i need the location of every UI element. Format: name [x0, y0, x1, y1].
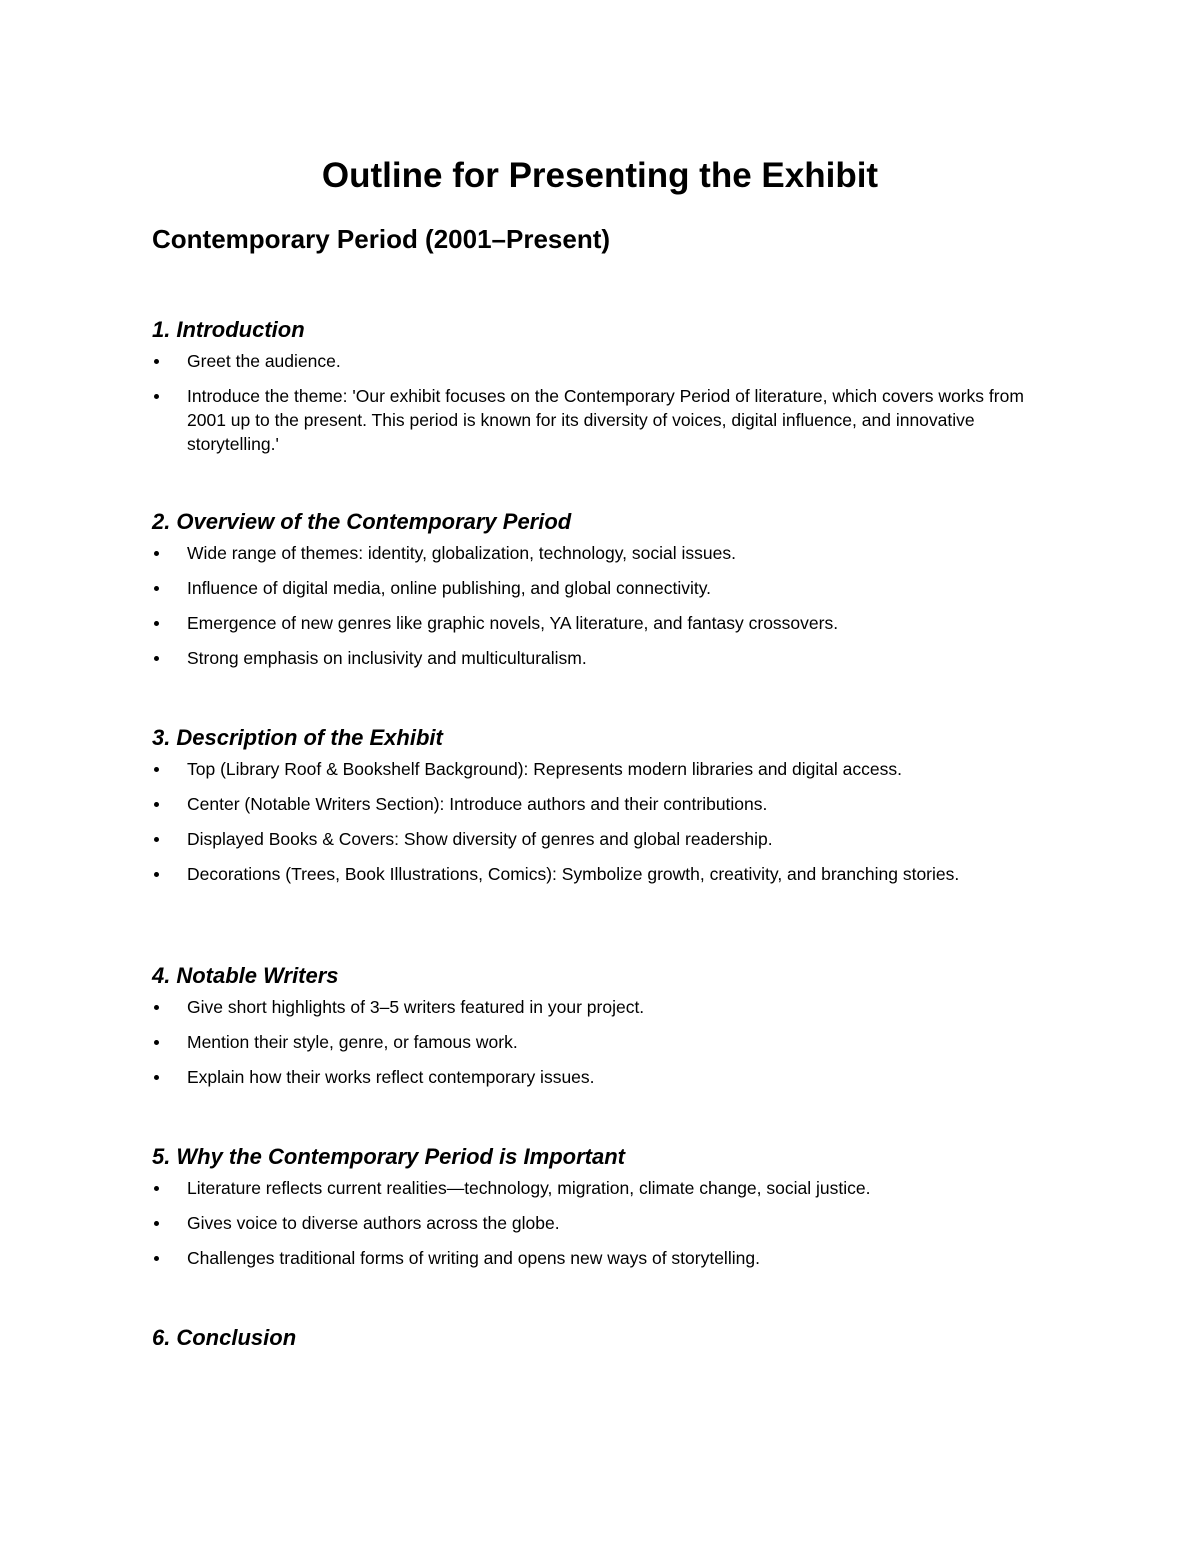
- list-item: [152, 1246, 1057, 1270]
- list-item: [152, 757, 1057, 781]
- list-item: [152, 827, 1057, 851]
- list-item: [152, 995, 1057, 1019]
- list-item: [152, 349, 1057, 373]
- bullet-icon: [154, 551, 159, 556]
- bullet-list: [152, 757, 1052, 886]
- section-heading: [152, 1142, 1052, 1172]
- list-item-text: Influence of digital media, online publishing, and global connectivity.: [187, 578, 712, 598]
- list-item: [152, 576, 1057, 600]
- list-item: [152, 611, 1057, 635]
- bullet-icon: [154, 394, 159, 399]
- list-item-text: Give short highlights of 3–5 writers featured in your project.: [187, 997, 645, 1017]
- list-item: [152, 646, 1057, 670]
- section-heading: [152, 507, 1052, 537]
- bullet-list: [152, 1176, 1052, 1270]
- list-item: [152, 1030, 1057, 1054]
- section-heading: [152, 723, 1052, 753]
- section-heading: [152, 961, 1052, 991]
- bullet-icon: [154, 872, 159, 877]
- list-item-text: Explain how their works reflect contemporary issues.: [187, 1067, 595, 1087]
- list-item: [152, 541, 1057, 565]
- list-item-text: Literature reflects current realities—technology, migration, climate change, social justice.: [187, 1178, 871, 1198]
- bullet-icon: [154, 1221, 159, 1226]
- section-number: 5.: [152, 1144, 171, 1169]
- bullet-icon: [154, 1256, 159, 1261]
- section-title: Introduction: [176, 317, 305, 342]
- section-number: 6.: [152, 1325, 171, 1350]
- section-introduction: [152, 315, 1052, 467]
- section-number: 2.: [152, 509, 171, 534]
- bullet-icon: [154, 1075, 159, 1080]
- list-item: [152, 1211, 1057, 1235]
- bullet-icon: [154, 1005, 159, 1010]
- bullet-list: [152, 995, 1052, 1089]
- section-number: 3.: [152, 725, 171, 750]
- list-item-text: Wide range of themes: identity, globalization, technology, social issues.: [187, 543, 736, 563]
- list-item-text: Mention their style, genre, or famous work.: [187, 1032, 518, 1052]
- section-notable-writers: [152, 961, 1052, 1100]
- page-title: Outline for Presenting the Exhibit: [321, 156, 879, 195]
- list-item-text: Center (Notable Writers Section): Introduce authors and their contributions.: [187, 794, 768, 814]
- bullet-icon: [154, 586, 159, 591]
- section-conclusion: [152, 1323, 1052, 1353]
- list-item: [152, 1176, 1057, 1200]
- section-importance: [152, 1142, 1052, 1281]
- section-title: Conclusion: [176, 1325, 297, 1350]
- section-title: Description of the Exhibit: [176, 725, 443, 750]
- bullet-icon: [154, 802, 159, 807]
- list-item-text: Top (Library Roof & Bookshelf Background): Represents modern libraries and digital access.: [187, 759, 902, 779]
- section-heading: [152, 1323, 1052, 1353]
- list-item: [152, 384, 1057, 456]
- list-item-text: Gives voice to diverse authors across the globe.: [187, 1213, 560, 1233]
- list-item-text: Strong emphasis on inclusivity and multiculturalism.: [187, 648, 587, 668]
- list-item: [152, 1065, 1057, 1089]
- bullet-icon: [154, 767, 159, 772]
- bullet-icon: [154, 837, 159, 842]
- section-title: Overview of the Contemporary Period: [176, 509, 572, 534]
- bullet-list: [152, 349, 1052, 456]
- section-title: Why the Contemporary Period is Important: [176, 1144, 625, 1169]
- list-item-text: Emergence of new genres like graphic novels, YA literature, and fantasy crossovers.: [187, 613, 839, 633]
- bullet-icon: [154, 656, 159, 661]
- section-number: 4.: [152, 963, 171, 988]
- page-subtitle: Contemporary Period (2001–Present): [152, 224, 611, 254]
- section-heading: [152, 315, 1052, 345]
- bullet-icon: [154, 621, 159, 626]
- bullet-icon: [154, 1040, 159, 1045]
- section-title: Notable Writers: [176, 963, 339, 988]
- section-overview: [152, 507, 1052, 681]
- list-item-text: Displayed Books & Covers: Show diversity of genres and global readership.: [187, 829, 773, 849]
- bullet-icon: [154, 1186, 159, 1191]
- section-description: [152, 723, 1052, 897]
- bullet-list: [152, 541, 1052, 670]
- bullet-icon: [154, 359, 159, 364]
- list-item-text: Challenges traditional forms of writing and opens new ways of storytelling.: [187, 1248, 760, 1268]
- list-item-text: Greet the audience.: [187, 351, 341, 371]
- list-item-text: Introduce the theme: 'Our exhibit focuses on the Contemporary Period of literature, which covers works from 2001 up to the present. This period is known for its diversity of voices, digital influence, and innovative storytelling.': [187, 386, 1024, 454]
- list-item-text: Decorations (Trees, Book Illustrations, Comics): Symbolize growth, creativity, and branching stories.: [187, 864, 960, 884]
- list-item: [152, 862, 1057, 886]
- section-number: 1.: [152, 317, 171, 342]
- list-item: [152, 792, 1057, 816]
